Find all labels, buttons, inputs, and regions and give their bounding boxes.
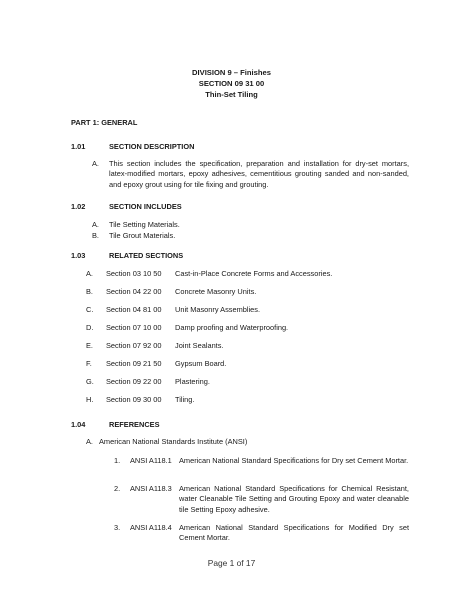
- related-item-desc: Gypsum Board.: [175, 359, 227, 368]
- related-item-code: Section 04 22 00: [106, 287, 162, 296]
- related-item-letter: D.: [86, 323, 94, 332]
- related-item-letter: A.: [86, 269, 93, 278]
- reference-number: 3.: [114, 523, 121, 532]
- related-item-code: Section 04 81 00: [106, 305, 162, 314]
- section-1-01-number: 1.01: [71, 142, 86, 151]
- section-1-01-title: SECTION DESCRIPTION: [109, 142, 195, 151]
- reference-desc: American National Standard Specifications for Chemical Resistant, water Cleanable Tile Setting and Grouting Epoxy and water cleanable tile Setting Epoxy adhesive.: [179, 484, 409, 514]
- list-item-letter: B.: [92, 231, 99, 240]
- part-heading: PART 1: GENERAL: [71, 118, 138, 127]
- related-item-letter: B.: [86, 287, 93, 296]
- related-item-code: Section 03 10 50: [106, 269, 162, 278]
- related-item-desc: Concrete Masonry Units.: [175, 287, 257, 296]
- section-1-02-title: SECTION INCLUDES: [109, 202, 182, 211]
- related-item-desc: Plastering.: [175, 377, 210, 386]
- reference-desc: American National Standard Specifications for Dry set Cement Mortar.: [179, 456, 409, 465]
- section-1-03-number: 1.03: [71, 251, 86, 260]
- related-item-letter: E.: [86, 341, 93, 350]
- division-title: DIVISION 9 – Finishes: [192, 68, 271, 77]
- list-item-text: Tile Grout Materials.: [109, 231, 176, 240]
- related-item-code: Section 07 92 00: [106, 341, 162, 350]
- section-1-01-text: This section includes the specification, preparation and installation for dry-set mortars, latex-modified mortars, epoxy adhesives, cementitious grouting sanded and non-sanded, and epoxy grout using for tile fixing and grouting.: [109, 159, 409, 189]
- related-item-code: Section 09 22 00: [106, 377, 162, 386]
- section-1-04-number: 1.04: [71, 420, 86, 429]
- list-item-text: Tile Setting Materials.: [109, 220, 180, 229]
- section-title: Thin-Set Tiling: [205, 90, 258, 100]
- related-item-desc: Unit Masonry Assemblies.: [175, 305, 261, 314]
- reference-code: ANSI A118.3: [130, 484, 172, 493]
- list-item-letter: A.: [92, 220, 99, 229]
- section-1-01-letter: A.: [92, 159, 99, 168]
- related-item-desc: Cast-in-Place Concrete Forms and Accessories.: [175, 269, 333, 278]
- related-item-desc: Joint Sealants.: [175, 341, 224, 350]
- reference-number: 1.: [114, 456, 121, 465]
- section-1-02-number: 1.02: [71, 202, 86, 211]
- related-item-letter: F.: [86, 359, 92, 368]
- section-number: SECTION 09 31 00: [198, 79, 265, 89]
- reference-number: 2.: [114, 484, 121, 493]
- reference-code: ANSI A118.4: [130, 523, 172, 532]
- section-1-04-title: REFERENCES: [109, 420, 160, 429]
- reference-group-title: American National Standards Institute (ANSI): [99, 437, 248, 446]
- related-item-desc: Tiling.: [175, 395, 195, 404]
- related-item-letter: C.: [86, 305, 94, 314]
- reference-group-letter: A.: [86, 437, 93, 446]
- reference-code: ANSI A118.1: [130, 456, 172, 465]
- document-header: [0, 67, 463, 101]
- section-1-03-title: RELATED SECTIONS: [109, 251, 184, 260]
- related-item-code: Section 09 30 00: [106, 395, 162, 404]
- related-item-desc: Damp proofing and Waterproofing.: [175, 323, 289, 332]
- related-item-code: Section 09 21 50: [106, 359, 162, 368]
- page-number: Page 1 of 17: [207, 558, 256, 568]
- reference-desc: American National Standard Specifications for Modified Dry set Cement Mortar.: [179, 523, 409, 543]
- related-item-letter: H.: [86, 395, 94, 404]
- related-item-letter: G.: [86, 377, 94, 386]
- related-item-code: Section 07 10 00: [106, 323, 162, 332]
